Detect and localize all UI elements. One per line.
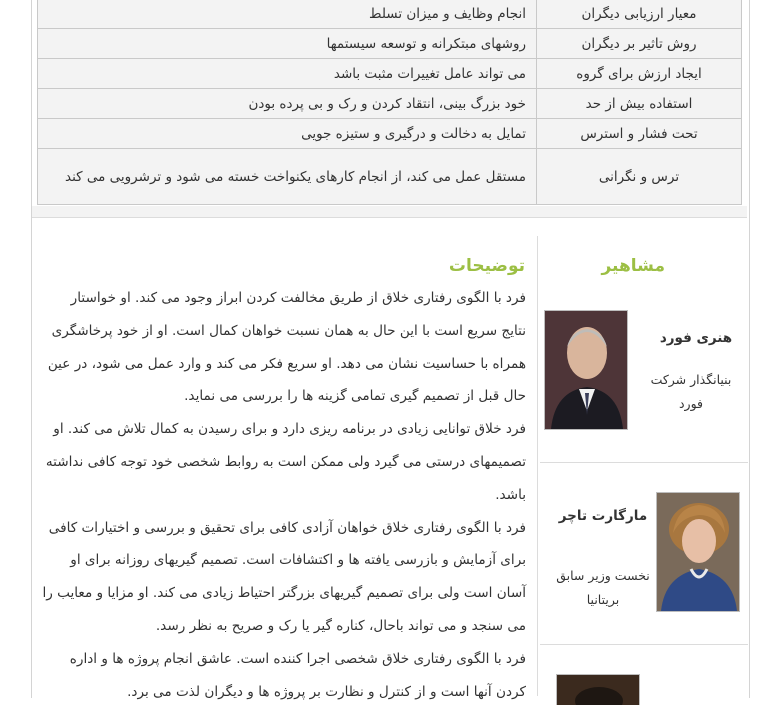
portrait-image [657, 493, 739, 611]
description-text [42, 282, 526, 708]
portrait-image [557, 675, 639, 705]
table-cell-value: تمایل به دخالت و درگیری و ستیزه جویی [38, 119, 537, 149]
person-name: هنری فورد [659, 330, 733, 346]
column-divider [537, 236, 538, 696]
famous-person-card [540, 282, 748, 463]
portrait-image [545, 311, 627, 429]
description-paragraph: فرد با الگوی رفتاری خلاق شخصی اجرا کننده است. عاشق انجام پروژه ها و اداره کردن آنها است و از کنترل و نظارت بر پروژه ها و دیگران لذت می برد. [69, 650, 526, 700]
table-row [38, 0, 742, 29]
description-paragraph: فرد خلاق توانایی زیادی در برنامه ریزی دارد و برای رسیدن به کمال تلاش می کند. او تصمیمهای درستی می گیرد ولی ممکن است به روابط شخصی خود توجه کافی نداشته باشد. [45, 421, 526, 503]
table-row [38, 59, 742, 89]
person-name: مارگارت تاچر [558, 508, 648, 524]
table-cell-key: معیار ارزیابی دیگران [537, 0, 742, 29]
table-cell-value: می تواند عامل تغییرات مثبت باشد [38, 59, 537, 89]
famous-people-heading: مشاهیر [601, 256, 665, 276]
person-photo [544, 310, 628, 430]
comparison-section [32, 218, 747, 700]
table-cell-value: مستقل عمل می کند، از انجام کارهای یکنواخت خسته می شود و ترشرویی می کند [38, 149, 537, 205]
table-row [38, 119, 742, 149]
section-gap [32, 206, 747, 218]
person-role: نخست وزیر سابق بریتانیا [556, 568, 650, 607]
table-cell-value: انجام وظایف و میزان تسلط [38, 0, 537, 29]
person-photo [656, 492, 740, 612]
table-cell-key: تحت فشار و استرس [537, 119, 742, 149]
table-cell-key: ایجاد ارزش برای گروه [537, 59, 742, 89]
description-paragraph: فرد با الگوی رفتاری خلاق خواهان آزادی کافی برای تحقیق و بررسی و اختیارات کافی برای آزمایش و بازرسی یافته ها و اکتشافات است. تصمیم گیریهای روزانه برای او آسان است ولی برای تصمیم گیریهای بزرگتر احتیاط زیادی می کند. او مزایا و معایب را می سنجد و می تواند باحال، کناره گیر یا رک و صریح به نظر رسد. [42, 519, 526, 634]
person-role: بنیانگذار شرکت فورد [650, 372, 732, 411]
table-cell-key: روش تاثیر بر دیگران [537, 29, 742, 59]
table-cell-key: استفاده بیش از حد [537, 89, 742, 119]
description-heading: توضیحات [448, 256, 525, 276]
traits-table [37, 0, 742, 205]
description-paragraph: فرد با الگوی رفتاری خلاق از طریق مخالفت کردن ابراز وجود می کند. او خواستار نتایج سریع است با این حال به همان نسبت خواهان کمال است. او از خود پرخاشگری همراه با حساسیت نشان می دهد. او سریع فکر می کند و وارد عمل می شود، در عین حال قبل از تصمیم گیری تمامی گزینه ها را بررسی می نماید. [47, 290, 526, 405]
famous-person-card [540, 462, 748, 645]
table-row [38, 149, 742, 205]
table-row [38, 89, 742, 119]
table-cell-value: خود بزرگ بینی، انتقاد کردن و رک و بی پرده بودن [38, 89, 537, 119]
person-photo [556, 674, 640, 705]
table-cell-key: ترس و نگرانی [537, 149, 742, 205]
table-row [38, 29, 742, 59]
table-cell-value: روشهای مبتکرانه و توسعه سیستمها [38, 29, 537, 59]
